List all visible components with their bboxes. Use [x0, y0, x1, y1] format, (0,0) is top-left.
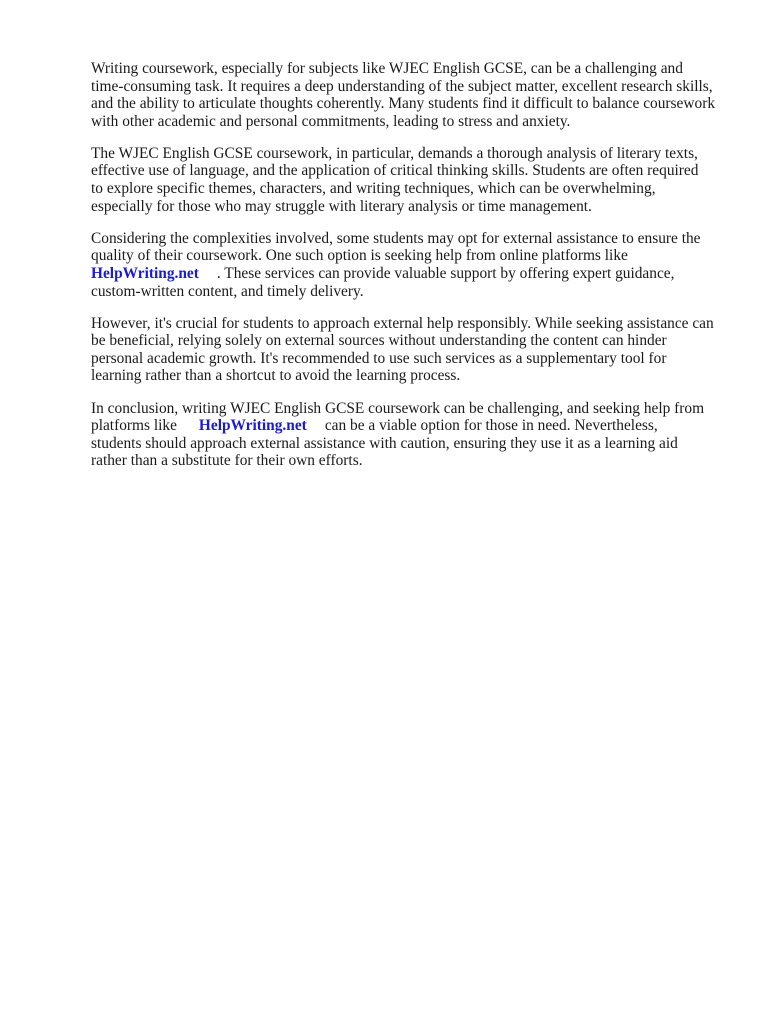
helpwriting-link[interactable]: HelpWriting.net	[91, 264, 199, 282]
text-line: rather than a substitute for their own efforts.	[91, 452, 363, 470]
text-line: personal academic growth. It's recommended to use such services as a supplementary tool for	[91, 349, 667, 367]
text-line: However, it's crucial for students to approach external help responsibly. While seeking assistance can	[91, 314, 714, 332]
text-line: custom-written content, and timely delivery.	[91, 282, 364, 300]
text-after-link: can be a viable option for those in need. Nevertheless,	[324, 417, 658, 435]
text-line: time-consuming task. It requires a deep understanding of the subject matter, excellent research skills,	[91, 77, 713, 95]
document-body	[91, 60, 731, 484]
text-line-with-link	[91, 265, 731, 283]
text-line: students should approach external assistance with caution, ensuring they use it as a learning aid	[91, 434, 678, 452]
text-line: be beneficial, relying solely on external sources without understanding the content can hinder	[91, 332, 667, 350]
text-line: learning rather than a shortcut to avoid the learning process.	[91, 367, 461, 385]
paragraph-5	[91, 400, 731, 470]
paragraph-1	[91, 60, 731, 130]
text-line: Writing coursework, especially for subjects like WJEC English GCSE, can be a challenging and	[91, 60, 683, 77]
text-after-link: . These services can provide valuable support by offering expert guidance,	[216, 264, 675, 282]
text-line: to explore specific themes, characters, and writing techniques, which can be overwhelming,	[91, 180, 656, 198]
text-line: quality of their coursework. One such option is seeking help from online platforms like	[91, 247, 628, 265]
text-before-link: platforms like	[91, 417, 177, 435]
text-line: In conclusion, writing WJEC English GCSE coursework can be challenging, and seeking help from	[91, 399, 705, 417]
paragraph-2	[91, 145, 731, 215]
text-line-with-link	[91, 417, 731, 435]
text-line: and the ability to articulate thoughts coherently. Many students find it difficult to balance coursework	[91, 95, 716, 113]
helpwriting-link[interactable]: HelpWriting.net	[198, 417, 307, 435]
text-line: Considering the complexities involved, some students may opt for external assistance to ensure the	[91, 229, 701, 247]
paragraph-3	[91, 230, 731, 300]
text-line: especially for those who may struggle with literary analysis or time management.	[91, 197, 592, 215]
text-line: effective use of language, and the application of critical thinking skills. Students are often required	[91, 162, 699, 180]
text-line: with other academic and personal commitments, leading to stress and anxiety.	[91, 112, 571, 130]
paragraph-4	[91, 315, 731, 385]
text-line: The WJEC English GCSE coursework, in particular, demands a thorough analysis of literary texts,	[91, 144, 698, 162]
